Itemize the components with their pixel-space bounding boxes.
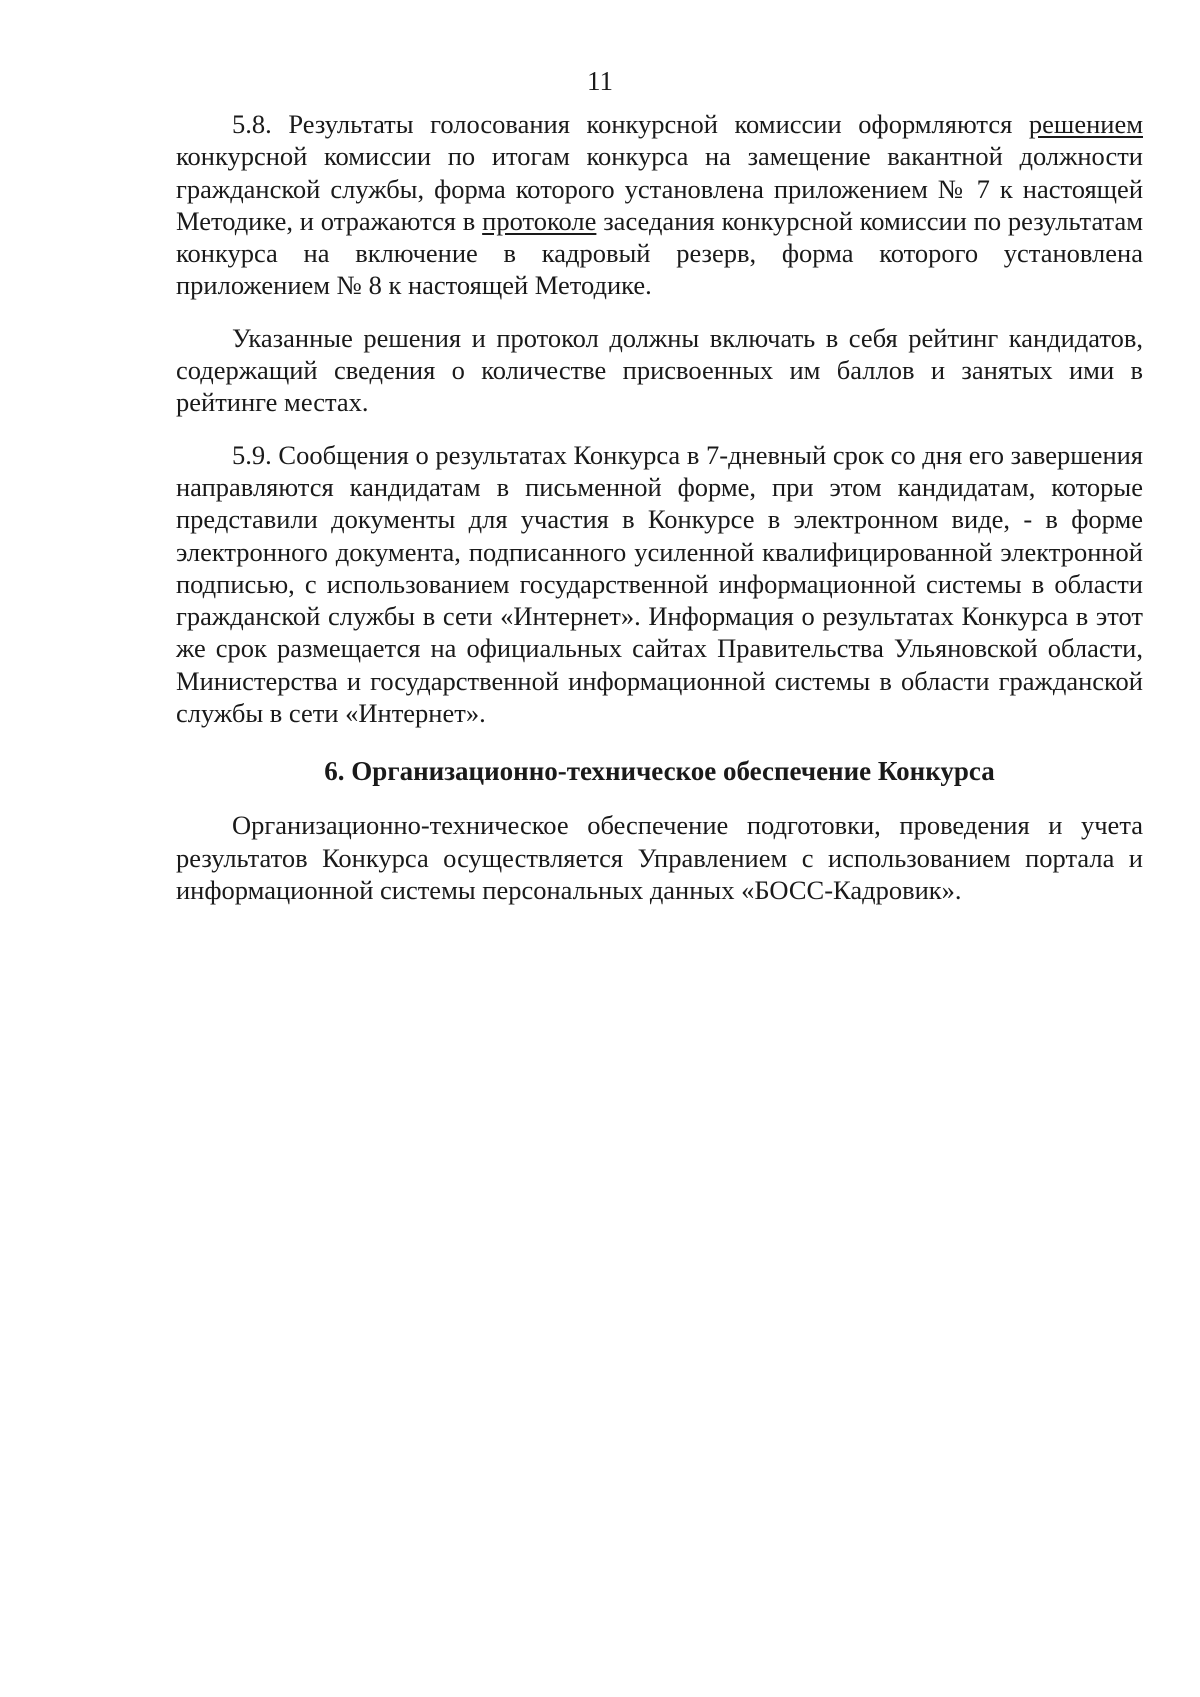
decision-link[interactable]: решением <box>1028 109 1143 139</box>
paragraph-5-8 <box>176 108 1143 302</box>
paragraph-5-8-text-3: заседания конкурсной комиссии по результатам конкурса на включение в кадровый резерв, форма которого установлена приложением № 8 к настоящей Методике. <box>176 205 1143 301</box>
paragraph-rating: Указанные решения и протокол должны включать в себя рейтинг кандидатов, содержащий сведения о количестве присвоенных им баллов и занятых ими в рейтинге местах. <box>176 322 1143 418</box>
paragraph-section-6: Организационно-техническое обеспечение подготовки, проведения и учета результатов Конкурса осуществляется Управлением с использованием портала и информационной системы персональных данных «БОСС-Кадровик». <box>176 810 1143 905</box>
section-6-heading: 6. Организационно-техническое обеспечение Конкурса <box>324 756 995 787</box>
page-number: 11 <box>587 66 613 96</box>
protocol-link[interactable]: протоколе <box>482 205 597 236</box>
paragraph-5-8-text-1: 5.8. Результаты голосования конкурсной комиссии оформляются <box>232 109 1029 139</box>
paragraph-5-9: 5.9. Сообщения о результатах Конкурса в 7-дневный срок со дня его завершения направляются кандидатам в письменной форме, при этом кандидатам, которые представили документы для участия в Конкурсе в электронном виде, - в форме электронного документа, подписанного усиленной квалифицированной электронной подписью, с использованием государственной информационной системы в области гражданской службы в сети «Интернет». Информация о результатах Конкурса в этот же срок размещается на официальных сайтах Правительства Ульяновской области, Министерства и государственной информационной системы в области гражданской службы в сети «Интернет». <box>176 439 1143 729</box>
document-body <box>176 108 1143 906</box>
paragraph-5-8-text-2: конкурсной комиссии по итогам конкурса на замещение вакантной должности гражданской службы, форма которого установлена приложением № 7 к настоящей Методике, и отражаются в <box>176 141 1143 236</box>
